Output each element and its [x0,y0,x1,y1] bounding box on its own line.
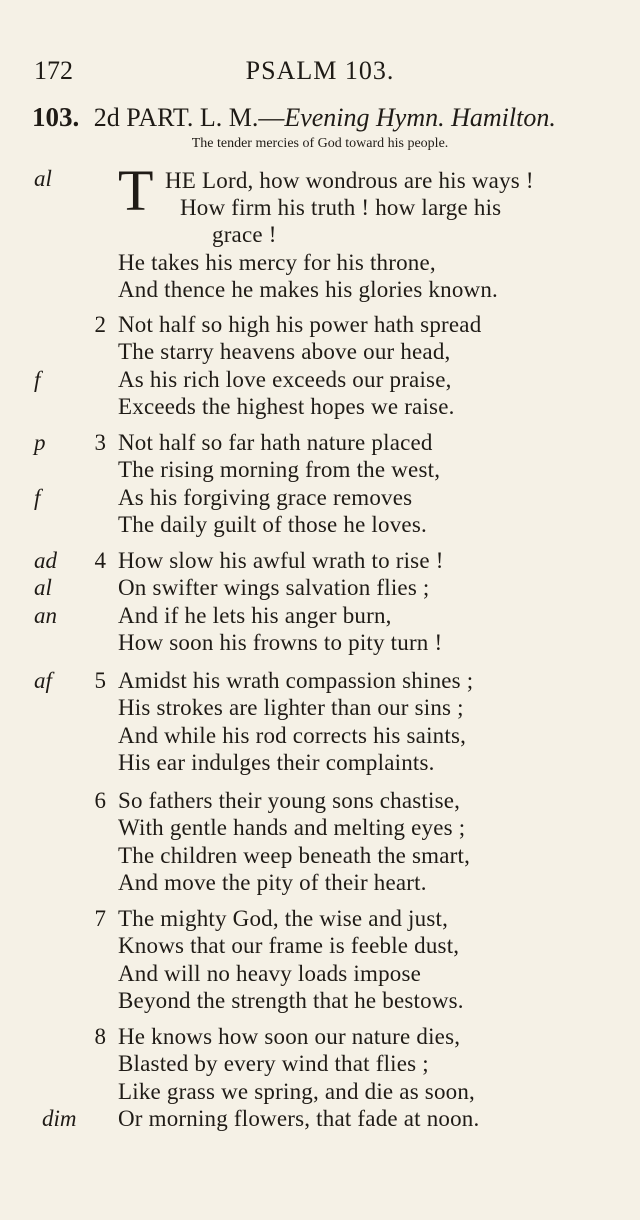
stanza-line: Not half so far hath nature placed [118,430,433,455]
stanza-number: 2 [94,312,106,337]
stanza-line: So fathers their young sons chastise, [118,788,461,813]
stanza-line: His strokes are lighter than our sins ; [118,695,464,720]
dynamic-mark: f [34,485,41,510]
stanza-number: 8 [94,1024,106,1049]
stanza-line: How slow his awful wrath to rise ! [118,548,444,573]
page-number: 172 [34,56,73,85]
stanza-number: 5 [94,668,106,693]
dynamic-mark: al [34,166,52,191]
stanza-line: How firm his truth ! how large his [180,195,502,220]
dynamic-mark: al [34,575,52,600]
stanza-line: And while his rod corrects his saints, [118,723,467,748]
dynamic-mark: ad [34,548,57,573]
stanza-line: Exceeds the highest hopes we raise. [118,394,455,419]
part-meter: 2d PART. L. M.— [93,103,285,132]
stanza-line: As his rich love exceeds our praise, [118,367,452,392]
stanza-line: The children weep beneath the smart, [118,843,471,868]
stanza-line: He takes his mercy for his throne, [118,250,436,275]
dynamic-mark: dim [42,1106,77,1131]
stanza-line: His ear indulges their complaints. [118,750,435,775]
stanza-line: And if he lets his anger burn, [118,603,392,628]
hymn-subtitle: The tender mercies of God toward his people. [191,136,449,151]
stanza-line: The daily guilt of those he loves. [118,512,427,537]
stanza-line: grace ! [212,222,277,247]
dynamic-mark: af [34,668,52,693]
stanza-number: 4 [94,548,106,573]
stanza-line: Amidst his wrath compassion shines ; [118,668,474,693]
stanza-line: And move the pity of their heart. [118,870,427,895]
stanza-line: Not half so high his power hath spread [118,312,482,337]
hymn-number: 103. [32,102,80,132]
stanza-line: The mighty God, the wise and just, [118,906,449,931]
stanza-line: As his forgiving grace removes [118,485,413,510]
stanza-number: 6 [94,788,106,813]
dynamic-mark: an [34,603,57,628]
stanza-line: The starry heavens above our head, [118,339,451,364]
stanza-line: Like grass we spring, and die as soon, [118,1079,476,1104]
stanza-line: How soon his frowns to pity turn ! [118,630,443,655]
hymn-heading [32,102,632,136]
stanza-line: With gentle hands and melting eyes ; [118,815,466,840]
stanza-line: And thence he makes his glories known. [118,277,498,302]
stanza-line: The rising morning from the west, [118,457,441,482]
tune-names: Evening Hymn. Hamilton. [284,103,556,132]
stanza-line: And will no heavy loads impose [118,961,422,986]
dynamic-mark: f [34,367,41,392]
stanza-line: Knows that our frame is feeble dust, [118,933,460,958]
stanza-line: HE Lord, how wondrous are his ways ! [165,168,534,193]
stanza-number: 7 [94,906,106,931]
stanza-line: Or morning flowers, that fade at noon. [118,1106,480,1131]
drop-cap: T [118,158,154,223]
stanza-line: He knows how soon our nature dies, [118,1024,461,1049]
stanza-number: 3 [94,430,106,455]
dynamic-mark: p [34,430,46,455]
stanza-line: On swifter wings salvation flies ; [118,575,430,600]
stanza-line: Blasted by every wind that flies ; [118,1051,429,1076]
stanza-line: Beyond the strength that he bestows. [118,988,464,1013]
running-title: PSALM 103. [245,56,395,85]
